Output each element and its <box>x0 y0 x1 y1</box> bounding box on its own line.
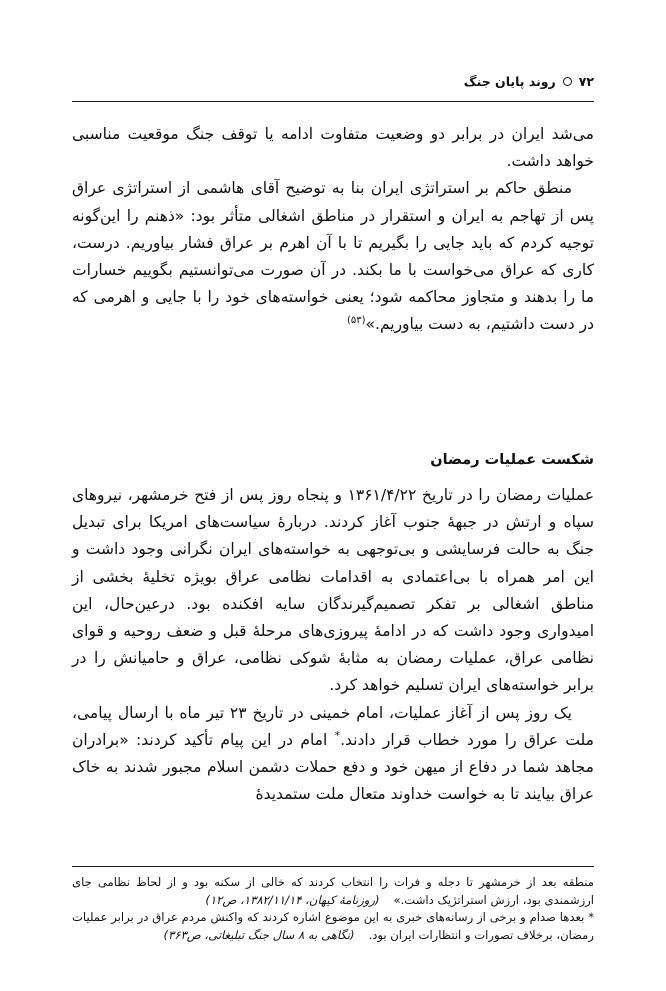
paragraph-continuation: می‌شد ایران در برابر دو وضعیت متفاوت ادامه یا توقف جنگ موقعیت مناسبی خواهد داشت. <box>72 125 594 171</box>
footnotes <box>72 874 594 944</box>
footnote-2-text: * بعدها صدام و برخی از رسانه‌های خبری به این موضوع اشاره کردند که واکنش مردم عراق در برابر عملیات رمضان، برخلاف تصورات و انتظارات ایران بود. <box>72 910 594 942</box>
paragraph-khomeini-text-a: یک روز پس از آغاز عملیات، امام خمینی در تاریخ ۲۳ تیر ماه با ارسال پیامی، ملت عراق را مورد خطاب قرار دادند. <box>72 703 594 749</box>
section-intro <box>72 121 594 339</box>
paragraph-ramadan-operation: عملیات رمضان را در تاریخ ۱۳۶۱/۴/۲۲ و پنجاه روز پس از فتح خرمشهر، نیروهای سپاه و ارتش در جبههٔ جنوب آغاز کردند. دربارهٔ سیاست‌های امریکا برای تبدیل جنگ به حالت فرسایشی و بی‌توجهی به خواسته‌های ایران نگرانی وجود داشت و این امر همراه با بی‌اعتمادی به اقدامات نظامی عراق بویژه تخلیهٔ بخشی از مناطق اشغالی بر تفکر تصمیم‌گیرندگان سایه افکنده بود. درعین‌حال، این امیدواری وجود داشت که در ادامهٔ پیروزی‌های مرحلهٔ قبل و ضعف روحیه و قوای نظامی عراق، عملیات رمضان به مثابهٔ شوکی نظامی، عراق و حامیانش را در برابر خواسته‌های ایران تسلیم خواهد کرد. <box>72 486 594 695</box>
footnote-1-source: (روزنامهٔ کیهان، ۱۳۸۲/۱۱/۱۴، ص۱۲) <box>205 892 380 907</box>
running-title: روند پایان جنگ <box>463 73 556 89</box>
paragraph-khomeini-text-b: امام در این پیام تأکید کردند: «برادران مجاهد شما در دفاع از میهن خود و دفع حملات دشمن اسلام مجبور شدند به خاک عراق بیایند تا به خواست خداوند متعال ملت ستمدیدهٔ <box>72 730 594 804</box>
header-rule <box>72 101 594 102</box>
footnote-1 <box>72 874 594 909</box>
paragraph-hashemi-quote <box>72 175 594 338</box>
paragraph-hashemi-text: منطق حاکم بر استراتژی ایران بنا به توضیح آقای هاشمی از استراتژی عراق پس از تهاجم به ایران و استقرار در مناطق اشغالی متأثر بود: «ذهنم را این‌گونه توجیه کردم که باید جایی را بگیریم تا با آن اهرم بر عراق فشار بیاوریم. درست، کاری که عراق می‌خواست با ما بکند. در آن صورت می‌توانستیم بگوییم خسارات ما را بدهند و متجاوز محاکمه شود؛ یعنی خواسته‌های خود را با جایی و اهرمی که در دست داشتیم، به دست بیاوریم.» <box>72 179 594 334</box>
footnote-2 <box>72 909 594 944</box>
footnote-marker: * <box>334 728 341 742</box>
footnote-1-text: منطقه بعد از خرمشهر تا دجله و فرات را انتخاب کردند که خالی از سکنه بود و از لحاظ نظامی جای ارزشمندی بود، ارزش استراتژیک داشت.» <box>72 875 594 907</box>
page-number: ۷۲ <box>578 73 594 89</box>
citation-marker: (۵۳) <box>346 315 366 327</box>
footnote-rule <box>72 866 594 867</box>
section-heading: شکست عملیات رمضان <box>430 452 594 468</box>
section-ramadan <box>72 482 594 808</box>
footnote-2-source: (نگاهی به ۸ سال جنگ تبلیغاتی، ص۳۶۳) <box>163 927 355 942</box>
paragraph-khomeini-message <box>72 700 594 809</box>
circle-ornament-icon <box>563 77 572 86</box>
running-head <box>464 72 594 90</box>
